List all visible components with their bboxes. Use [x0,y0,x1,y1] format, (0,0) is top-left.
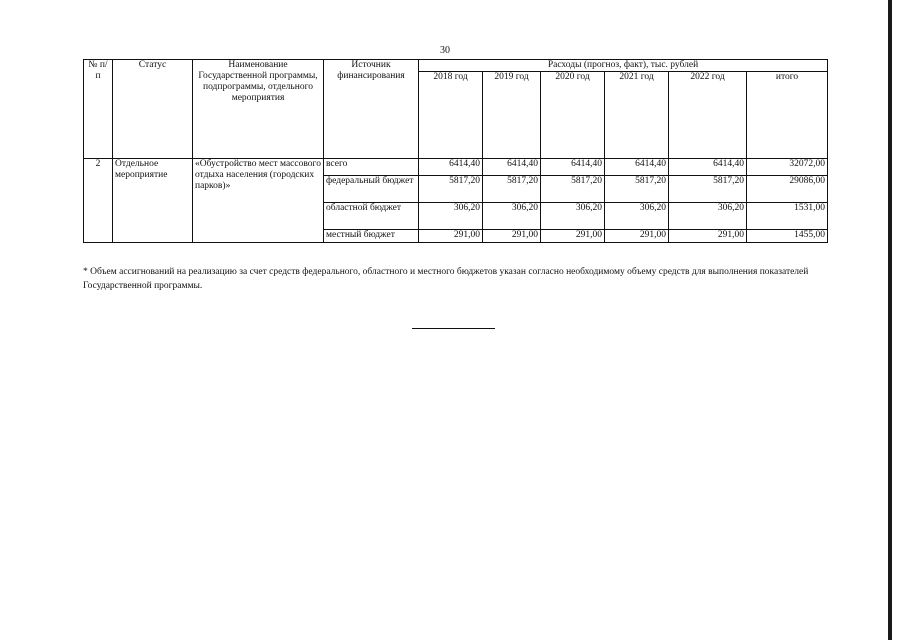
header-name: Наименование Государственной программы, подпрограммы, отдельного мероприятия [193,60,324,159]
value-cell: 29086,00 [747,176,828,203]
source-label: областной бюджет [324,203,419,230]
header-num: № п/п [84,60,113,159]
value-cell: 291,00 [419,230,483,243]
header-year-2022: 2022 год [669,72,747,159]
value-cell: 306,20 [419,203,483,230]
value-cell: 6414,40 [669,159,747,176]
end-divider [412,328,495,329]
value-cell: 5817,20 [669,176,747,203]
value-cell: 291,00 [483,230,541,243]
row-number: 2 [84,159,113,243]
value-cell: 306,20 [669,203,747,230]
value-cell: 5817,20 [483,176,541,203]
value-cell: 306,20 [541,203,605,230]
page-number: 30 [440,45,450,56]
value-cell: 6414,40 [483,159,541,176]
value-cell: 6414,40 [419,159,483,176]
value-cell: 5817,20 [541,176,605,203]
header-expenses: Расходы (прогноз, факт), тыс. рублей [419,60,828,72]
value-cell: 291,00 [541,230,605,243]
value-cell: 291,00 [669,230,747,243]
header-year-2018: 2018 год [419,72,483,159]
value-cell: 5817,20 [419,176,483,203]
footnote: * Объем ассигнований на реализацию за счет средств федерального, областного и местного бюджетов указан согласно необходимому объему средств для выполнения показателей Государственной программы. [83,267,809,291]
header-status: Статус [113,60,193,159]
header-year-2019: 2019 год [483,72,541,159]
row-status: Отдельное мероприятие [113,159,193,243]
table-row [84,159,828,176]
source-label: федеральный бюджет [324,176,419,203]
value-cell: 1531,00 [747,203,828,230]
value-cell: 291,00 [605,230,669,243]
source-label: всего [324,159,419,176]
value-cell: 6414,40 [605,159,669,176]
header-total: итого [747,72,828,159]
header-year-2020: 2020 год [541,72,605,159]
header-source: Источник финансирования [324,60,419,159]
value-cell: 32072,00 [747,159,828,176]
value-cell: 306,20 [483,203,541,230]
value-cell: 306,20 [605,203,669,230]
budget-table [83,59,828,243]
value-cell: 6414,40 [541,159,605,176]
source-label: местный бюджет [324,230,419,243]
header-year-2021: 2021 год [605,72,669,159]
value-cell: 1455,00 [747,230,828,243]
value-cell: 5817,20 [605,176,669,203]
row-name: «Обустройство мест массового отдыха населения (городских парков)» [193,159,324,243]
scan-edge-line [888,0,892,640]
